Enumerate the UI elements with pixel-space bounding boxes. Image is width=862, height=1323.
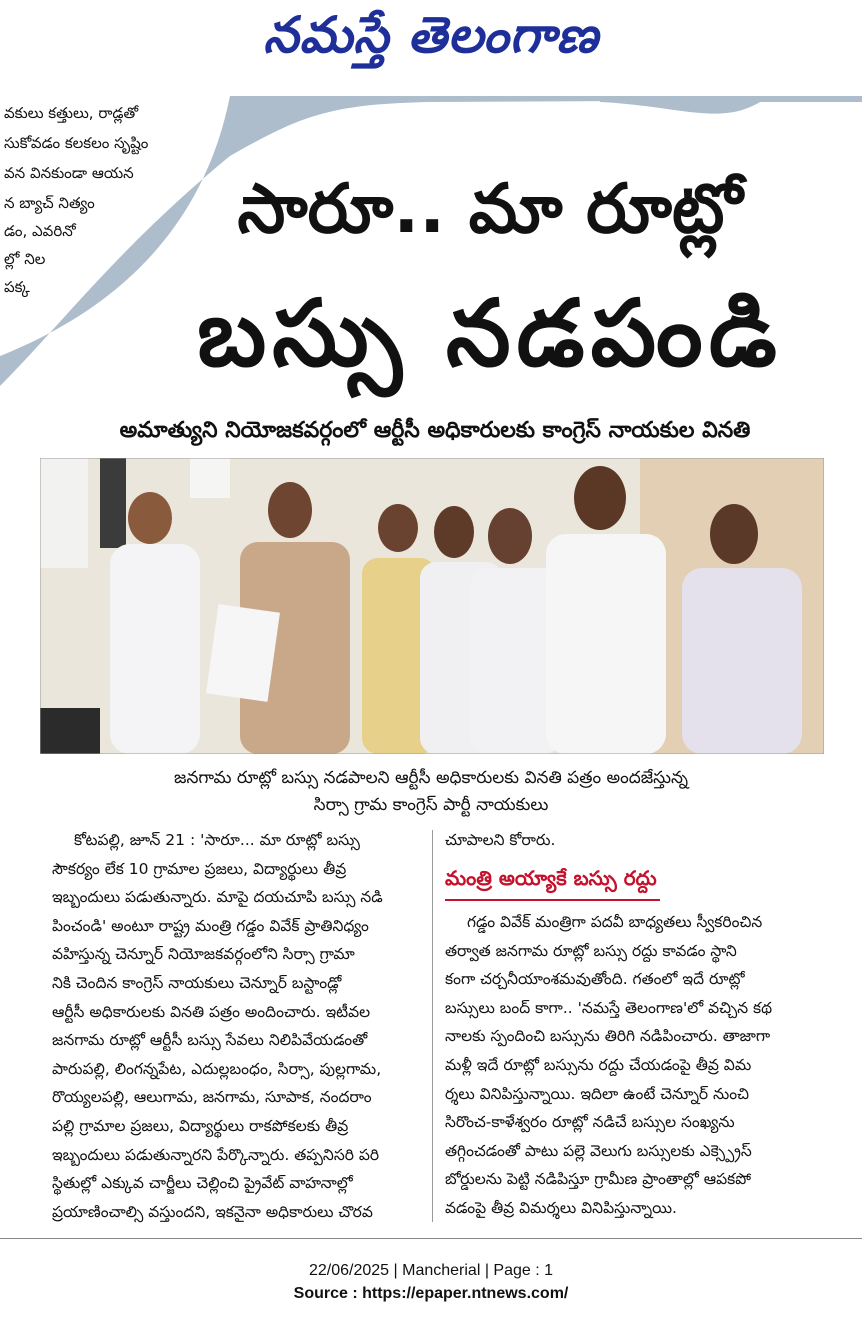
article-line: ఆర్టీసీ అధికారులకు వినతి పత్రం అందించారు. ఇటీవల (52, 1002, 371, 1021)
sidebar-title: మంత్రి అయ్యాకే బస్సు రద్దు (445, 866, 657, 890)
article-line: ర్శలు వినిపిస్తున్నాయి. ఇదిలా ఉంటే చెన్నూర్ నుంచి (445, 1084, 750, 1103)
article-line: వడంపై తీవ్ర విమర్శలు వినిపిస్తున్నాయి. (445, 1198, 677, 1217)
article-line: స్థితుల్లో ఎక్కువ చార్జీలు చెల్లించి ప్రైవేట్ వాహనాల్లో (52, 1174, 353, 1193)
article-line: పల్లి గ్రామాల ప్రజలు, విద్యార్థులు రాకపోకలకు తీవ్ర (52, 1116, 349, 1135)
headline-line-2: బస్సు నడపండి (197, 280, 783, 387)
article-line: తర్వాత జనగామ రూట్లో బస్సు రద్దు కావడం స్థాని (445, 941, 737, 960)
article-line: ప్రయాణించాల్సి వస్తుందని, ఇకనైనా అధికారులు చొరవ (52, 1202, 373, 1221)
article-line: రొయ్యలపల్లి, ఆలుగామ, జనగామ, సూపాక, నందరాం (52, 1088, 372, 1107)
article-line: జనగామ రూట్లో ఆర్టీసీ బస్సు సేవలు నిలిపివేయడంతో (52, 1031, 368, 1050)
photo-caption-line-2: సిర్సా గ్రామ కాంగ్రెస్ పార్టీ నాయకులు (313, 795, 549, 815)
article-line: నికి చెందిన కాంగ్రెస్ నాయకులు చెన్నూర్ బస్టాండ్లో (52, 973, 342, 992)
fragment-line: డం, ఎవరినో (4, 222, 76, 240)
masthead-title: నమస్తే తెలంగాణ (263, 6, 599, 64)
article-line: నాలకు స్పందించి బస్సును తిరిగి నడిపించారు. తాజాగా (445, 1027, 771, 1046)
article-line: తగ్గించడంతో పాటు పల్లె వెలుగు బస్సులకు ఎక్స్ప్రెస్ (445, 1141, 752, 1160)
article-right-first (445, 826, 825, 855)
headline-line-1: సారూ.. మా రూట్లో (237, 170, 743, 249)
article-line: కంగా చర్చనీయాంశమవుతోంది. గతంలో ఇదే రూట్లో (445, 970, 745, 989)
fragment-line: సుకోవడం కలకలం సృష్టిం (4, 134, 149, 152)
footer-rule (0, 1238, 862, 1239)
article-line: బోర్డులను పెట్టి నడిపిస్తూ గ్రామీణ ప్రాంతాల్లో ఆపకపో (445, 1170, 751, 1189)
article-left-column (52, 826, 424, 1226)
news-photo (40, 458, 824, 754)
fragment-line: వకులు కత్తులు, రాడ్లతో (4, 104, 139, 122)
article-line: సిరొంచ-కాళేశ్వరం రూట్లో నడిచే బస్సుల సంఖ్యను (445, 1113, 735, 1132)
article-line: పించండి' అంటూ రాష్ట్ర మంత్రి గడ్డం వివేక్ ప్రాతినిధ్యం (52, 916, 369, 935)
subheadline: అమాత్యుని నియోజకవర్గంలో ఆర్టీసీ అధికారులకు కాంగ్రెస్ నాయకుల వినతి (119, 418, 751, 443)
article-line: పారుపల్లి, లింగన్నపేట, ఎదుల్లబంధం, సిర్సా, పుల్లగామ, (52, 1059, 382, 1078)
column-divider (432, 830, 433, 1222)
sidebar-underline (445, 899, 660, 901)
article-line: కోటపల్లి, జూన్ 21 : 'సారూ... మా రూట్లో బస్సు (74, 831, 360, 849)
article-line: చూపాలని కోరారు. (445, 831, 556, 849)
article-line: మళ్లీ ఇదే రూట్లో బస్సును రద్దు చేయడంపై తీవ్ర విమ (445, 1055, 752, 1074)
article-line: బస్సులు బంద్ కాగా.. 'నమస్తే తెలంగాణ'లో వచ్చిన కథ (445, 998, 773, 1017)
fragment-line: న బ్యాచ్ నిత్యం (4, 194, 95, 212)
article-right-column (445, 908, 825, 1223)
masthead (0, 0, 862, 80)
article-line: సౌకర్యం లేక 10 గ్రామాల ప్రజలు, విద్యార్థులు తీవ్ర (52, 859, 347, 878)
article-line: ఇబ్బందులు పడుతున్నారు. మాపై దయచూపి బస్సు నడి (52, 888, 383, 907)
article-line: ఇబ్బందులు పడుతున్నారని పేర్కొన్నారు. తప్పనిసరి పరి (52, 1145, 380, 1164)
fragment-line: పక్క (4, 278, 30, 296)
footer-date-edition: 22/06/2025 | Mancherial | Page : 1 (308, 1262, 554, 1279)
footer-source-link[interactable]: Source : https://epaper.ntnews.com/ (293, 1285, 569, 1302)
article-line: గడ్డం వివేక్ మంత్రిగా పదవీ బాధ్యతలు స్వీకరించిన (467, 913, 763, 931)
fragment-line: ల్లో నిల (4, 250, 46, 268)
article-line: వహిస్తున్న చెన్నూర్ నియోజకవర్గంలోని సిర్సా గ్రామా (52, 945, 355, 964)
photo-caption-line-1: జనగామ రూట్లో బస్సు నడపాలని ఆర్టీసీ అధికారులకు వినతి పత్రం అందజేస్తున్న (174, 768, 688, 788)
fragment-line: వన వినకుండా ఆయన (4, 164, 134, 182)
